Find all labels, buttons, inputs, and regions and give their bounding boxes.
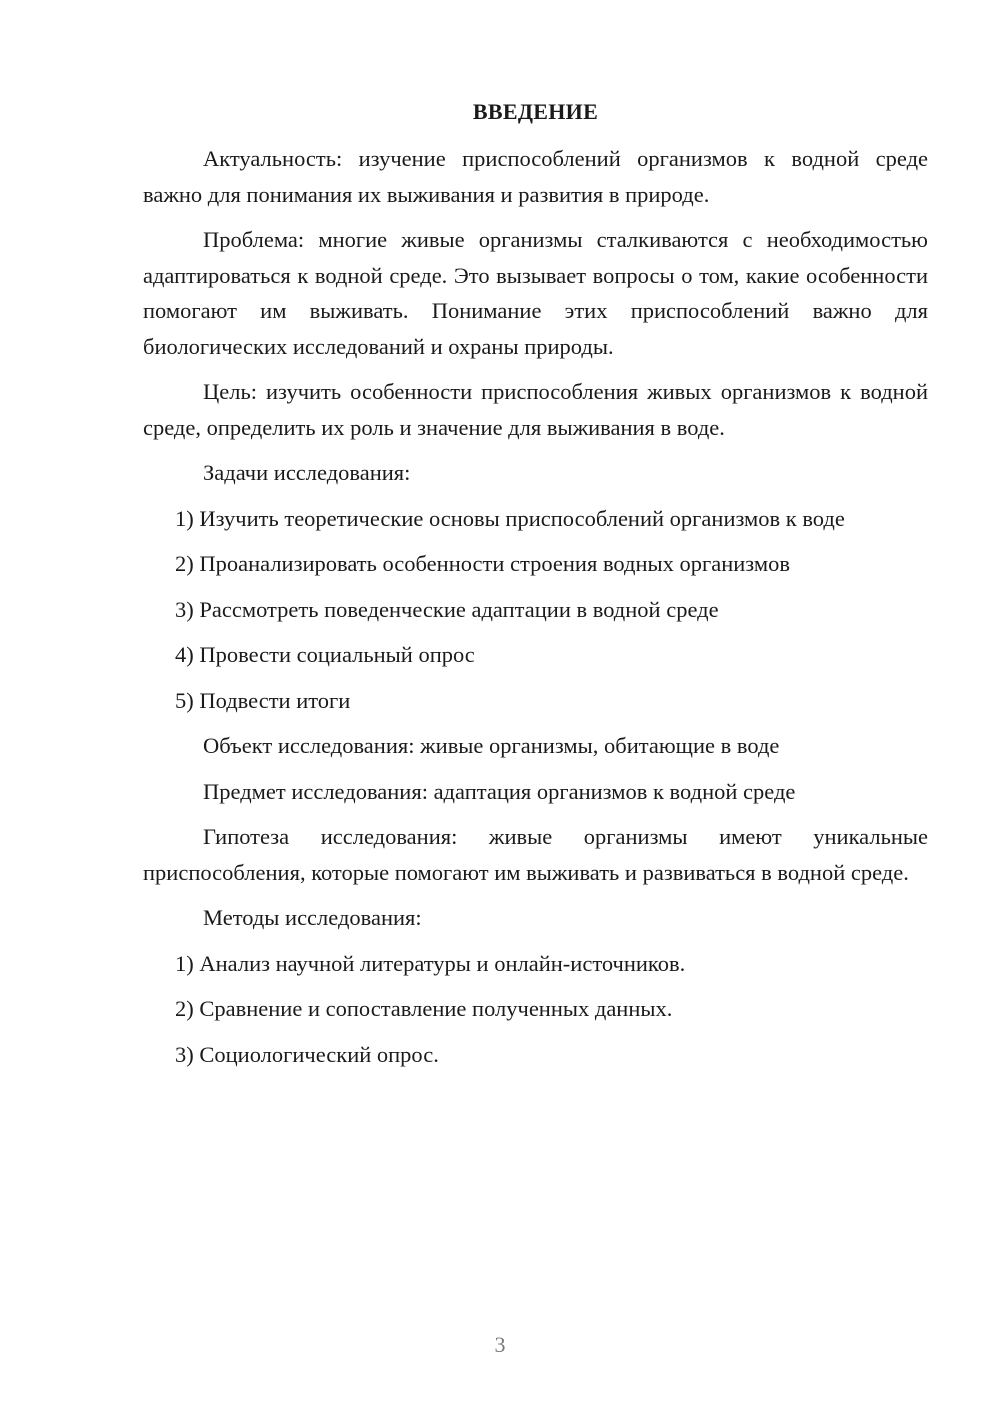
research-hypothesis: Гипотеза исследования: живые организмы имеют уникальные приспособления, которые помогают им выживать и развиваться в водной среде. bbox=[143, 824, 928, 885]
research-object: Объект исследования: живые организмы, обитающие в воде bbox=[203, 733, 780, 758]
method-item: 3) Социологический опрос. bbox=[175, 1041, 439, 1067]
tasks-heading: Задачи исследования: bbox=[203, 460, 411, 485]
task-item: 2) Проанализировать особенности строения водных организмов bbox=[175, 551, 790, 576]
task-item: 1) Изучить теоретические основы приспособлений организмов к воде bbox=[175, 505, 845, 531]
goal-paragraph: Цель: изучить особенности приспособления живых организмов к водной среде, определить их роль и значение для выживания в воде. bbox=[143, 379, 928, 440]
task-item: 4) Провести социальный опрос bbox=[175, 642, 475, 667]
task-item: 3) Рассмотреть поведенческие адаптации в водной среде bbox=[175, 596, 719, 622]
page-content bbox=[143, 96, 928, 1082]
method-item: 2) Сравнение и сопоставление полученных данных. bbox=[175, 996, 673, 1021]
relevance-paragraph: Актуальность: изучение приспособлений организмов к водной среде важно для понимания их выживания и развития в природе. bbox=[143, 146, 928, 207]
page-number: 3 bbox=[494, 1332, 506, 1357]
section-title: ВВЕДЕНИЕ bbox=[472, 99, 599, 124]
methods-heading: Методы исследования: bbox=[203, 905, 422, 930]
research-subject: Предмет исследования: адаптация организмов к водной среде bbox=[203, 778, 796, 804]
problem-paragraph: Проблема: многие живые организмы сталкиваются с необходимостью адаптироваться к водной среде. Это вызывает вопросы о том, какие особенности помогают им выживать. Понимание этих приспособлений важно для биологических исследований и охраны природы. bbox=[143, 227, 928, 359]
task-item: 5) Подвести итоги bbox=[175, 687, 351, 713]
method-item: 1) Анализ научной литературы и онлайн-источников. bbox=[175, 950, 686, 976]
